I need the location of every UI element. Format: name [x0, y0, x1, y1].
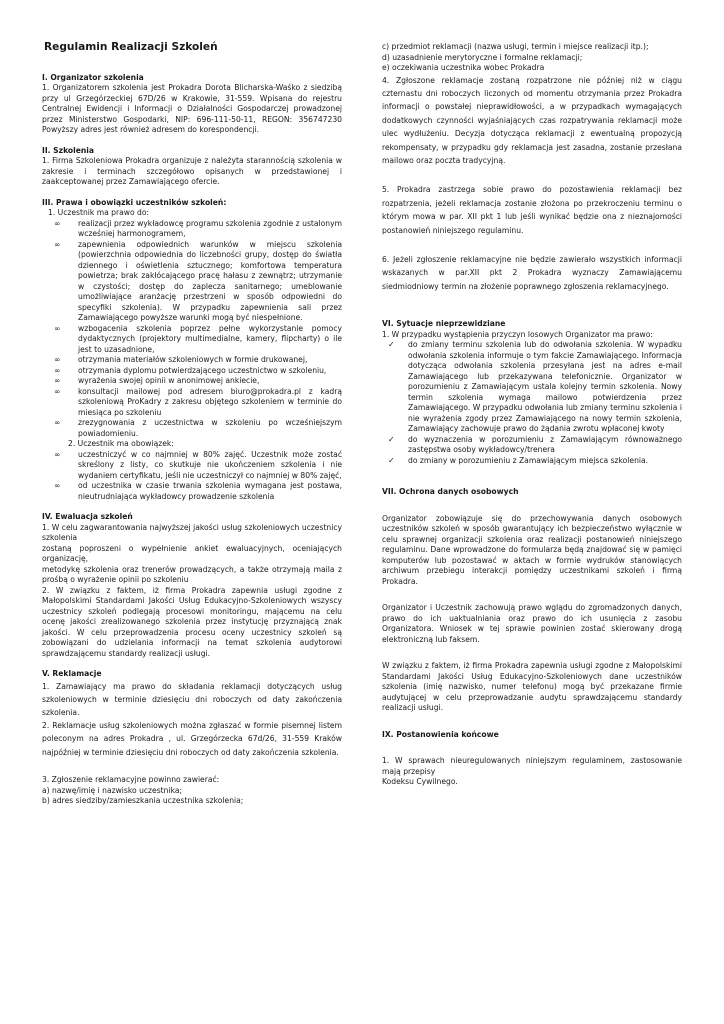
section-4-line: metodykę szkolenia oraz trenerów prowadzących, a także otrzymają maila z prośbą o wyrażenie opinii po szkoleniu — [42, 564, 342, 584]
section-1-text: 1. Organizatorem szkolenia jest Prokadra Dorota Blicharska-Waśko z siedzibą przy ul Grzegórzeckiej 67D/26 w Krakowie, 31-559. Wpisana do rejestru Centralnej Ewidencji i Informacji o Działalności Gospodarczej prowadzonej przez Ministerstwo Gospodarki, NIP: 696-111-50-11, REGON: 356747230 Powyższy adres jest również adresem do korespondencji. — [42, 83, 342, 134]
section-9-heading: IX. Postanowienia końcowe — [382, 729, 499, 739]
section-6-intro: 1. W przypadku wystąpienia przyczyn losowych Organizator ma prawo: — [382, 329, 653, 339]
section-4-line: zostaną poproszeni o wypełnienie ankiet ewaluacyjnych, oceniających organizację, — [42, 543, 342, 563]
section-5-item: d) uzasadnienie merytoryczne i formalne reklamacji; — [382, 52, 583, 62]
section-4-heading: IV. Ewaluacja szkoleń — [42, 512, 133, 521]
list-item: ∞ realizacji przez wykładowcę programu szkolenia zgodnie z ustalonym wcześniej harmonogramem, — [42, 219, 342, 240]
section-5-item: b) adres siedziby/zamieszkania uczestnika szkolenia; — [42, 796, 244, 805]
section-5-item: c) przedmiot reklamacji (nazwa usługi, termin i miejsce realizacji itp.); — [382, 42, 649, 51]
section-5-item: e) oczekiwania uczestnika wobec Prokadra — [382, 63, 545, 72]
section-3-heading: III. Prawa i obowiązki uczestników szkoleń: — [42, 197, 227, 207]
list-item: ✓ do zmiany terminu szkolenia lub do odwołania szkolenia. W wypadku odwołania szkolenia informuje o tym fakcie Zamawiającego. Informacja dotycząca odwołania szkolenia przesyłana jest na adres e-mail Zamawiającego lub przekazywana telefonicznie. Organizator w porozumieniu z Zamawiającym ustala kolejny termin szkolenia. Nowy termin szkolenia wymaga mailowo potwierdzenia przez Zamawiającego. W przypadku odwołania lub zmiany terminu szkolenia i nie wyrażenia zgody przez Zamawiającego na nowy termin szkolenia, Zamawiający zachowuje prawo do żądania zwrotu wpłaconej kwoty — [382, 340, 682, 435]
list-item: ✓ do zmiany w porozumieniu z Zamawiającym miejsca szkolenia. — [382, 456, 682, 467]
page-title: Regulamin Realizacji Szkoleń — [44, 41, 218, 53]
duties-subheading: 2. Uczestnik ma obowiązek: — [68, 439, 174, 448]
right-column — [382, 42, 682, 788]
list-item: ∞ otrzymania dyplomu potwierdzającego uczestnictwo w szkoleniu, — [42, 366, 342, 377]
section-2-text: 1. Firma Szkoleniowa Prokadra organizuje z należyta starannością szkolenia w zakresie i terminach szczegółowo opisanych w przedstawionej i zaakceptowanej przez Zamawiającego ofercie. — [42, 156, 342, 186]
section-7-p2: Organizator i Uczestnik zachowują prawo wglądu do zgromadzonych danych, prawo do ich uaktualniania oraz prawo do ich usunięcia z zasobu Organizatora. Wniosek w tej sprawie powinien zostać skierowany drogą elektroniczną lub faksem. — [382, 603, 682, 644]
list-item: ∞ konsultacji mailowej pod adresem biuro@prokadra.pl z kadrą szkoleniową ProKadry z zakresu objętego szkoleniem w terminie do miesiąca po szkoleniu — [42, 387, 342, 419]
duties-list — [42, 450, 342, 503]
section-5-heading: V. Reklamacje — [42, 669, 102, 678]
section-9-line: 1. W sprawach nieuregulowanych niniejszym regulaminem, zastosowanie mają przepisy — [382, 756, 682, 776]
list-item: ∞ uczestniczyć w co najmniej w 80% zajęć. Uczestnik może zostać skreślony z listy, co skutkuje nie ukończeniem szkolenia i nie wydaniem certyfikatu, jeśli nie uczestniczył co najmniej w 80% zajęć, — [42, 450, 342, 482]
rights-subheading: 1. Uczestnik ma prawo do: — [48, 208, 150, 217]
list-item: ∞ zapewnienia odpowiednich warunków w miejscu szkolenia (powierzchnia odpowiednia do liczebności grupy, dostęp do światła dziennego i oświetlenia sztucznego; komfortowa temperatura powietrza; brak zakłócającego pracę hałasu z zewnątrz; utrzymanie w czystości; dostęp do zaplecza sanitarnego; umeblowanie umożliwiające aranżację przestrzeni w sposób odpowiedni do specyfiki szkolenia). W przypadku zapewnienia sali przez Zamawiającego powyższe warunki mogą być niespełnione. — [42, 240, 342, 324]
section-1-heading: I. Organizator szkolenia — [42, 72, 144, 82]
section-5-p2: 2. Reklamacje usług szkoleniowych można zgłaszać w formie pisemnej listem poleconym na adres Prokadra , ul. Grzegórzecka 67d/26, 31-559 Kraków najpóźniej w terminie dziesięciu dni roboczych od daty zakończenia szkolenia. — [42, 720, 342, 757]
section-5-p1: 1. Zamawiający ma prawo do składania reklamacji dotyczących usług szkoleniowych w terminie dziesięciu dni roboczych od daty zakończenia szkolenia. — [42, 681, 342, 717]
section-6-list — [382, 340, 682, 466]
section-7-p3: W związku z faktem, iż firma Prokadra zapewnia usługi zgodne z Małopolskimi Standardami Jakości Usług Edukacyjno-Szkoleniowych dane uczestników szkolenia (imię nazwisko, numer telefonu) mogą być przekazane firmie audytującej w celu przeprowadzanie audytu sprawdzającemu standardy realizacji usługi. — [382, 661, 682, 713]
section-5-p5: 5. Prokadra zastrzega sobie prawo do pozostawienia reklamacji bez rozpatrzenia, jeżeli reklamacja zostanie złożona po przekroczeniu terminu o którym mowa w par. XII pkt 1 lub jeśli wynikać będzie ona z nieznajomości postanowień niniejszego regulaminu. — [382, 185, 682, 235]
section-7-heading: VII. Ochrona danych osobowych — [382, 487, 519, 497]
list-item: ∞ otrzymania materiałów szkoleniowych w formie drukowanej, — [42, 355, 342, 366]
section-7-p1: Organizator zobowiązuje się do przechowywania danych osobowych uczestników szkoleń w sposób gwarantujący ich bezpieczeństwo wyłącznie w celu sprawnej organizacji szkolenia oraz realizacji postanowień niniejszego regulaminu. Dane wprowadzone do formularza będą znajdować się w pamięci komputerów lub pozostawać w aktach w formie wydruków stanowiących archiwum przebiegu interakcji pomiędzy uczestnikami szkoleń i firmą Prokadra. — [382, 513, 682, 586]
section-5-p6: 6. Jeżeli zgłoszenie reklamacyjne nie będzie zawierało wszystkich informacji wskazanych w par.XII pkt 2 Prokadra wyznaczy Zamawiającemu siedmiodniowy termin na złożenie poprawnego zgłoszenia reklamacyjnego. — [382, 254, 682, 291]
section-4-line: 1. W celu zagwarantowania najwyższej jakości usług szkoleniowych uczestnicy szkolenia — [42, 522, 342, 542]
section-2-heading: II. Szkolenia — [42, 145, 95, 155]
list-item: ∞ wzbogacenia szkolenia poprzez pełne wykorzystanie pomocy dydaktycznych (projektory multimedialne, kamery, flipcharty) o ile jest to uzasadnione, — [42, 324, 342, 356]
list-item: ✓ do wyznaczenia w porozumieniu z Zamawiającym równoważnego zastępstwa osoby wykładowcy/trenera — [382, 435, 682, 456]
list-item: ∞ zrezygnowania z uczestnictwa w szkoleniu po wcześniejszym powiadomieniu. — [42, 418, 342, 439]
section-5-p3: 3. Zgłoszenie reklamacyjne powinno zawierać: — [42, 775, 220, 784]
section-5-item: a) nazwę/imię i nazwisko uczestnika; — [42, 785, 183, 795]
list-item: ∞ wyrażenia swojej opinii w anonimowej ankiecie, — [42, 376, 342, 387]
rights-list — [42, 219, 342, 440]
left-column — [42, 40, 342, 807]
section-4-text-2: 2. W związku z faktem, iż firma Prokadra zapewnia usługi zgodne z Małopolskimi Standardami Jakości Usług Edukacyjno-Szkoleniowych wszyscy uczestnicy szkoleń podlegają procesowi monitoringu, mającemu na celu ocenę jakości zrealizowanego szkolenia przez instytucję przyznającą znak jakości. W celu przeprowadzenia procesu oceny uczestnicy szkoleń są zobowiązani do udzielania informacji na temat szkolenia audytorowi sprawdzającemu standardy realizacji usługi. — [42, 585, 342, 658]
section-5-p4: 4. Zgłoszone reklamacje zostaną rozpatrzone nie później niż w ciągu czternastu dni roboczych liczonych od momentu otrzymania przez Prokadra informacji o powstałej nieprawidłowości, a w przypadkach wymagających dodatkowych czynności wyjaśniających czas rozpatrywania reklamacji może ulec wydłużeniu. Decyzja dotycząca reklamacji z ewentualną propozycją rekompensaty, w przypadku gdy reklamacja jest zasadna, zostanie przesłana mailowo oraz poczta tradycyjną. — [382, 75, 682, 165]
list-item: ∞ od uczestnika w czasie trwania szkolenia wymagana jest postawa, nieutrudniająca wykładowcy prowadzenie szkolenia — [42, 481, 342, 502]
section-9-line: Kodeksu Cywilnego. — [382, 777, 458, 787]
section-6-heading: VI. Sytuacje nieprzewidziane — [382, 319, 506, 329]
